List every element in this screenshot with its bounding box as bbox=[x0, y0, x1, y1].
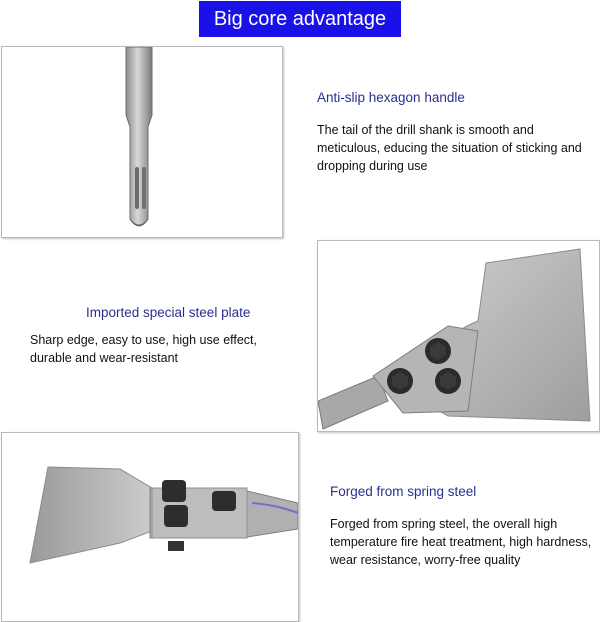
steel-plate-illustration bbox=[318, 241, 599, 431]
scraper-photo bbox=[1, 432, 299, 622]
feature-description: The tail of the drill shank is smooth and meticulous, educing the situation of sticking and dropping during use bbox=[317, 123, 582, 173]
drill-shank-illustration bbox=[2, 47, 282, 237]
title-banner bbox=[199, 1, 401, 37]
shank-photo bbox=[1, 46, 283, 238]
feature-heading: Anti-slip hexagon handle bbox=[317, 90, 465, 105]
banner-title: Big core advantage bbox=[213, 8, 387, 30]
feature-description: Forged from spring steel, the overall high temperature fire heat treatment, high hardness, wear resistance, worry-free quality bbox=[330, 517, 592, 567]
spring-steel-illustration bbox=[2, 433, 298, 621]
blade-photo bbox=[317, 240, 600, 432]
feature-heading: Imported special steel plate bbox=[86, 305, 251, 320]
feature-heading: Forged from spring steel bbox=[330, 484, 477, 499]
feature-description: Sharp edge, easy to use, high use effect, durable and wear-resistant bbox=[30, 333, 258, 365]
